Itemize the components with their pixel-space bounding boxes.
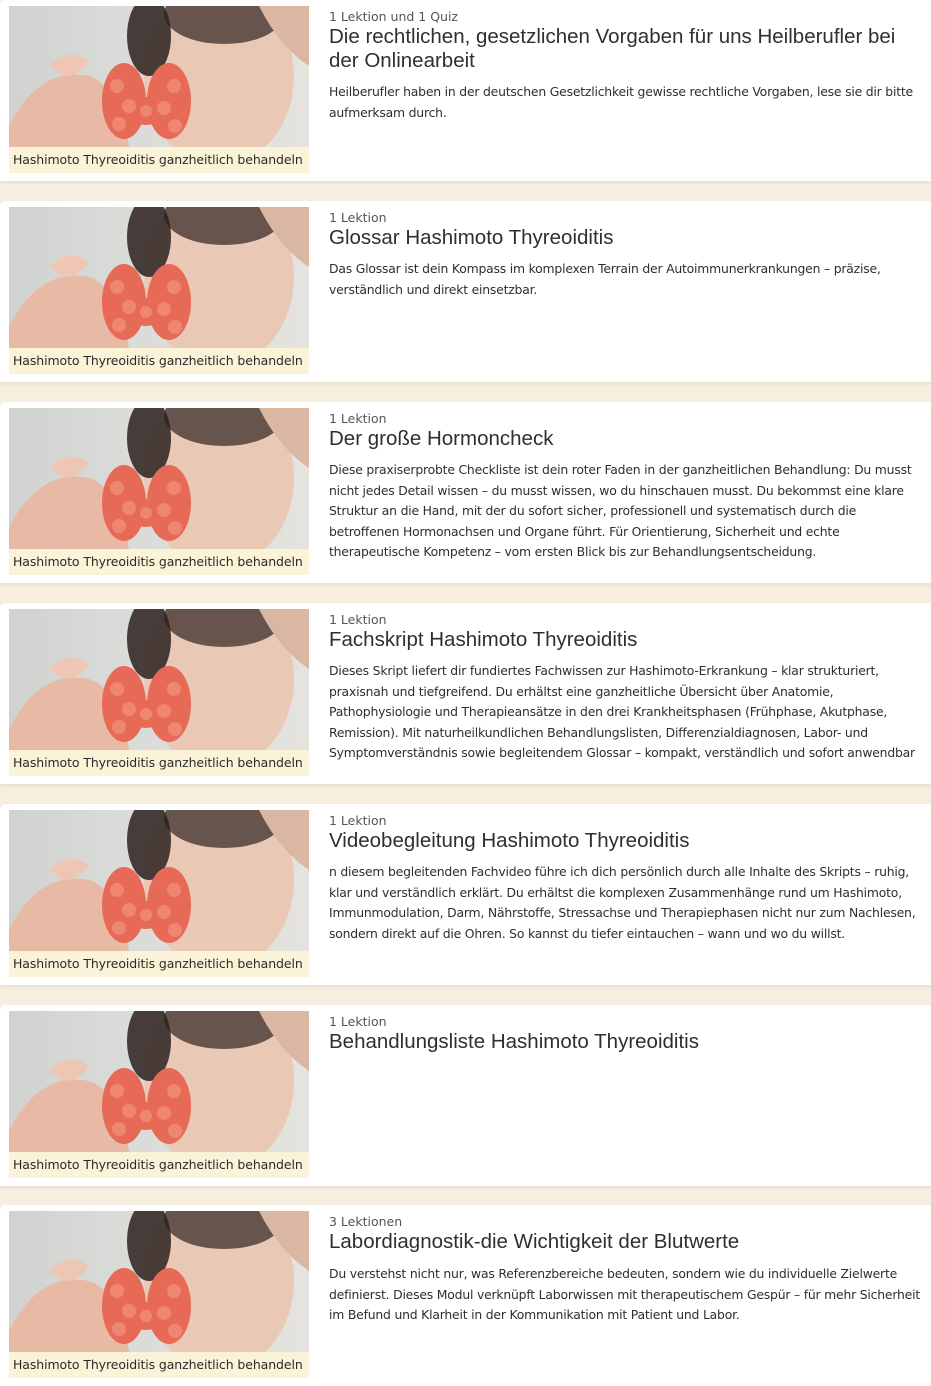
course-description: Das Glossar ist dein Kompass im komplexen Terrain der Autoimmunerkrankungen – präzise, verständlich und direkt einsetzbar. bbox=[329, 261, 881, 297]
course-card[interactable] bbox=[0, 201, 931, 382]
thyroid-model-photo bbox=[9, 207, 309, 348]
course-thumbnail[interactable] bbox=[9, 810, 309, 977]
course-title[interactable]: Der große Hormoncheck bbox=[329, 427, 554, 450]
course-title[interactable]: Fachskript Hashimoto Thyreoiditis bbox=[329, 628, 638, 651]
course-lesson-count: 1 Lektion bbox=[329, 612, 387, 627]
course-card[interactable] bbox=[0, 1205, 931, 1386]
course-description: Dieses Skript liefert dir fundiertes Fachwissen zur Hashimoto-Erkrankung – klar strukturiert, praxisnah und tiefgreifend. Du erhältst eine ganzheitliche Übersicht über Anatomie, Pathophysiologie und Therapieansätze in den drei Krankheitsphasen (Frühphase, Akutphase, Remission). Mit naturheilkundlichen Behandlungslisten, Differenzialdiagnosen, Labor- und Symptomverständnis sowie begleitendem Glossar – kompakt, verständlich und sofort anwendbar bbox=[329, 663, 915, 760]
thyroid-model-photo bbox=[9, 1211, 309, 1352]
thyroid-model-photo bbox=[9, 1011, 309, 1152]
thumbnail-caption: Hashimoto Thyreoiditis ganzheitlich behandeln bbox=[13, 152, 303, 167]
course-card[interactable] bbox=[0, 1005, 931, 1186]
course-title[interactable]: Behandlungsliste Hashimoto Thyreoiditis bbox=[329, 1030, 699, 1053]
thumbnail-caption: Hashimoto Thyreoiditis ganzheitlich behandeln bbox=[13, 353, 303, 368]
course-card[interactable] bbox=[0, 402, 931, 583]
course-thumbnail[interactable] bbox=[9, 207, 309, 374]
course-thumbnail[interactable] bbox=[9, 408, 309, 575]
course-lesson-count: 1 Lektion bbox=[329, 1014, 387, 1029]
thyroid-model-photo bbox=[9, 408, 309, 549]
course-description: Du verstehst nicht nur, was Referenzbereiche bedeuten, sondern wie du individuelle Zielwerte definierst. Dieses Modul verknüpft Laborwissen mit therapeutischem Gespür – für mehr Sicherheit im Befund und Klarheit in der Kommunikation mit Patient und Labor. bbox=[329, 1266, 920, 1322]
course-description: Diese praxiserprobte Checkliste ist dein roter Faden in der ganzheitlichen Behandlung: Du musst nicht jedes Detail wissen – du musst wissen, wo du hinschauen musst. Du bekommst eine klare Struktur an die Hand, mit der du sofort sicher, professionell und systematisch durch die betroffenen Hormonachsen und Organe führt. Für Orientierung, Sicherheit und echte therapeutische Kompetenz – vom ersten Blick bis zur Behandlungsentscheidung. bbox=[329, 462, 912, 559]
course-title[interactable]: Glossar Hashimoto Thyreoiditis bbox=[329, 226, 614, 249]
thumbnail-caption: Hashimoto Thyreoiditis ganzheitlich behandeln bbox=[13, 755, 303, 770]
thumbnail-caption: Hashimoto Thyreoiditis ganzheitlich behandeln bbox=[13, 554, 303, 569]
course-card[interactable] bbox=[0, 603, 931, 784]
course-card[interactable] bbox=[0, 804, 931, 985]
course-lesson-count: 1 Lektion und 1 Quiz bbox=[329, 9, 458, 24]
course-lesson-count: 1 Lektion bbox=[329, 210, 387, 225]
course-thumbnail[interactable] bbox=[9, 1011, 309, 1178]
course-thumbnail[interactable] bbox=[9, 6, 309, 173]
thyroid-model-photo bbox=[9, 810, 309, 951]
thumbnail-caption: Hashimoto Thyreoiditis ganzheitlich behandeln bbox=[13, 1157, 303, 1172]
thyroid-model-photo bbox=[9, 6, 309, 147]
thumbnail-caption: Hashimoto Thyreoiditis ganzheitlich behandeln bbox=[13, 956, 303, 971]
course-lesson-count: 1 Lektion bbox=[329, 411, 387, 426]
course-description: Heilberufler haben in der deutschen Gesetzlichkeit gewisse rechtliche Vorgaben, lese sie dir bitte aufmerksam durch. bbox=[329, 84, 913, 120]
course-description: n diesem begleitenden Fachvideo führe ich dich persönlich durch alle Inhalte des Skripts – ruhig, klar und verständlich erklärt. Du erhältst die komplexen Zusammenhänge rund um Hashimoto, Immunmodulation, Darm, Nährstoffe, Stressachse und Therapiephasen nicht nur zum Nachlesen, sondern direkt auf die Ohren. So kannst du tiefer eintauchen – wann und wo du willst. bbox=[329, 864, 916, 941]
course-card[interactable] bbox=[0, 0, 931, 181]
course-title[interactable]: Labordiagnostik-die Wichtigkeit der Blutwerte bbox=[329, 1230, 740, 1253]
course-title[interactable]: Die rechtlichen, gesetzlichen Vorgaben für uns Heilberufler bei der Onlinearbeit bbox=[329, 25, 896, 72]
course-thumbnail[interactable] bbox=[9, 1211, 309, 1378]
course-thumbnail[interactable] bbox=[9, 609, 309, 776]
thumbnail-caption: Hashimoto Thyreoiditis ganzheitlich behandeln bbox=[13, 1357, 303, 1372]
course-lesson-count: 1 Lektion bbox=[329, 813, 387, 828]
course-lesson-count: 3 Lektionen bbox=[329, 1214, 403, 1229]
thyroid-model-photo bbox=[9, 609, 309, 750]
course-title[interactable]: Videobegleitung Hashimoto Thyreoiditis bbox=[329, 829, 690, 852]
